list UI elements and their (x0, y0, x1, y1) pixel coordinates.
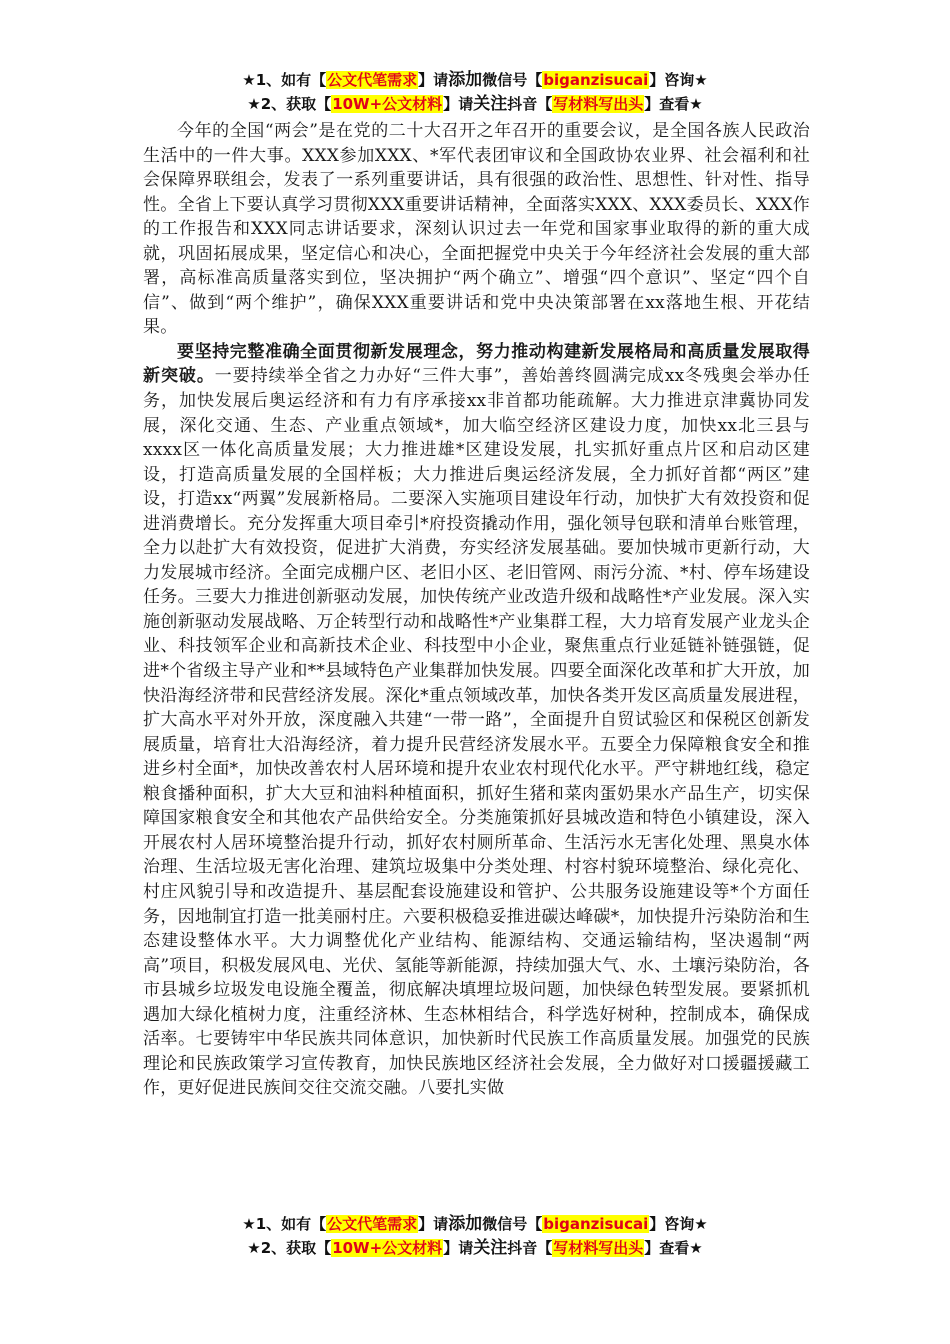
promo-emphasis: 关注 (473, 94, 508, 114)
promo-highlight: 写材料写出头 (553, 95, 644, 113)
promo-line-2 (0, 1236, 950, 1260)
promo-text: 】查看★ (644, 1239, 703, 1257)
promo-highlight: 10W+公文材料 (332, 95, 443, 113)
promo-text: 】请 (418, 71, 449, 89)
promo-text: 】咨询★ (649, 71, 708, 89)
promo-text: 】请 (443, 1239, 474, 1257)
promo-emphasis: 关注 (473, 1238, 508, 1258)
promo-line-2 (0, 92, 950, 116)
promo-text: ★1、如有【 (242, 71, 327, 89)
promo-emphasis: 添加 (448, 70, 483, 90)
promo-line-1 (0, 1212, 950, 1236)
promo-banner-bottom (0, 1212, 950, 1260)
promo-highlight: 公文代笔需求 (327, 1215, 418, 1233)
promo-text: 抖音【 (507, 1239, 553, 1257)
promo-highlight: 写材料写出头 (553, 1239, 644, 1257)
promo-text: 微信号【 (482, 71, 543, 89)
promo-highlight: 公文代笔需求 (327, 71, 418, 89)
promo-text: 】请 (443, 95, 474, 113)
promo-text: 】咨询★ (649, 1215, 708, 1233)
paragraph-lead-sentence: 要坚持完整准确全面贯彻新发展理念，努力推动构建新发展格局和高质量发展取得新突破。 (143, 341, 810, 387)
promo-highlight: biganzisucai (543, 1215, 649, 1233)
promo-text: 】请 (418, 1215, 449, 1233)
paragraph-main (143, 340, 810, 1101)
promo-banner-top (0, 68, 950, 116)
promo-text: ★2、获取【 (247, 1239, 332, 1257)
promo-line-1 (0, 68, 950, 92)
paragraph-intro: 今年的全国“两会”是在党的二十大召开之年召开的重要会议，是全国各族人民政治生活中的一件大事。XXX参加XXX、*军代表团审议和全国政协农业界、社会福利和社会保障界联组会，发表了一系列重要讲话，具有很强的政治性、思想性、针对性、指导性。全省上下要认真学习贯彻XXX重要讲话精神，全面落实XXX、XXX委员长、XXX作的工作报告和XXX同志讲话要求，深刻认识过去一年党和国家事业取得的新的重大成就，巩固拓展成果，坚定信心和决心，全面把握党中央关于今年经济社会发展的重大部署，高标准高质量落实到位，坚决拥护“两个确立”、增强“四个意识”、坚定“四个自信”、做到“两个维护”，确保XXX重要讲话和党中央决策部署在xx落地生根、开花结果。 (143, 121, 810, 338)
promo-emphasis: 添加 (448, 1214, 483, 1234)
promo-text: 微信号【 (482, 1215, 543, 1233)
promo-text: 抖音【 (507, 95, 553, 113)
promo-highlight: 10W+公文材料 (332, 1239, 443, 1257)
paragraph-main-body: 一要持续举全省之力办好“三件大事”，善始善终圆满完成xx冬残奥会举办任务，加快发展后奥运经济和有力有序承接xx非首都功能疏解。大力推进京津冀协同发展，深化交通、生态、产业重点领域*，加大临空经济区建设力度，加快xx北三县与xxxx区一体化高质量发展；大力推进雄*区建设发展，扎实抓好重点片区和启动区建设，打造高质量发展的全国样板；大力推进后奥运经济发展，全力抓好首都“两区”建设，打造xx“两翼”发展新格局。二要深入实施项目建设年行动，加快扩大有效投资和促进消费增长。充分发挥重大项目牵引*府投资撬动作用，强化领导包联和清单台账管理，全力以赴扩大有效投资，促进扩大消费，夯实经济发展基础。要加快城市更新行动，大力发展城市经济。全面完成棚户区、老旧小区、老旧管网、雨污分流、*村、停车场建设任务。三要大力推进创新驱动发展，加快传统产业改造升级和战略性*产业发展。深入实施创新驱动发展战略、万企转型行动和战略性*产业集群工程，大力培育发展产业龙头企业、科技领军企业和高新技术企业、科技型中小企业，聚焦重点行业延链补链强链，促进*个省级主导产业和**县域特色产业集群加快发展。四要全面深化改革和扩大开放，加快沿海经济带和民营经济发展。深化*重点领域改革，加快各类开发区高质量发展进程，扩大高水平对外开放，深度融入共建“一带一路”，全面提升自贸试验区和保税区创新发展质量，培育壮大沿海经济，着力提升民营经济发展水平。五要全力保障粮食安全和推进乡村全面*，加快改善农村人居环境和提升农业农村现代化水平。严守耕地红线，稳定粮食播种面积，扩大大豆和油料种植面积，抓好生猪和菜肉蛋奶果水产品生产，切实保障国家粮食安全和其他农产品供给安全。分类施策抓好县城改造和特色小镇建设，深入开展农村人居环境整治提升行动，抓好农村厕所革命、生活污水无害化处理、黑臭水体治理、生活垃圾无害化治理、建筑垃圾集中分类处理、村容村貌环境整治、绿化亮化、村庄风貌引导和改造提升、基层配套设施建设和管护、公共服务设施建设等*个方面任务，因地制宜打造一批美丽村庄。六要积极稳妥推进碳达峰碳*，加快提升污染防治和生态建设整体水平。大力调整优化产业结构、能源结构、交通运输结构，坚决遏制“两高”项目，积极发展风电、光伏、氢能等新能源，持续加强大气、水、土壤污染防治，各市县城乡垃圾发电设施全覆盖，彻底解决填埋垃圾问题，加快绿色转型发展。要紧抓机遇加大绿化植树力度，注重经济林、生态林相结合，科学选好树种，控制成本，确保成活率。七要铸牢中华民族共同体意识，加快新时代民族工作高质量发展。加强党的民族理论和民族政策学习宣传教育，加快民族地区经济社会发展，全力做好对口援疆援藏工作，更好促进民族间交往交流交融。八要扎实做 (143, 366, 810, 1099)
document-body (143, 119, 810, 1101)
promo-text: 】查看★ (644, 95, 703, 113)
promo-highlight: biganzisucai (543, 71, 649, 89)
promo-text: ★1、如有【 (242, 1215, 327, 1233)
promo-text: ★2、获取【 (247, 95, 332, 113)
